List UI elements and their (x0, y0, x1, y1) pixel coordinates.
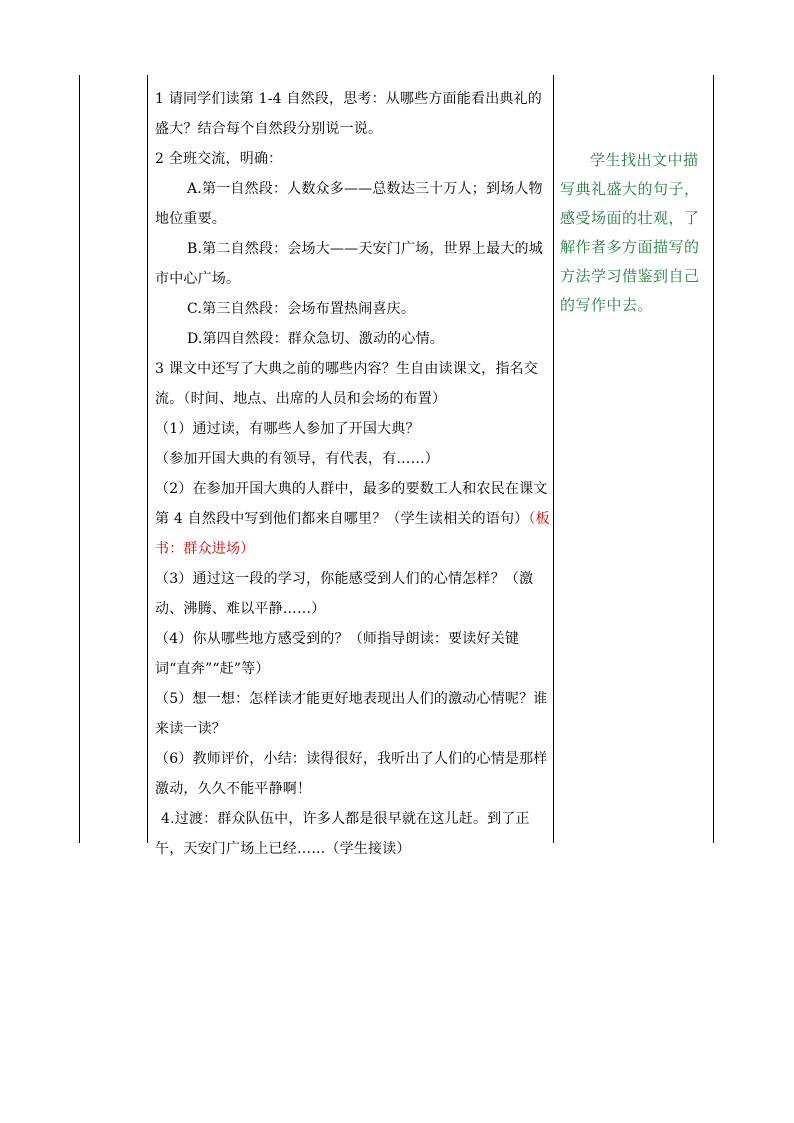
lesson-line-5: C.第三自然段：会场布置热闹喜庆。 (187, 301, 416, 317)
lesson-line-10 (155, 474, 550, 564)
lesson-line-15: （6）教师评价，小结：读得很好，我听出了人们的心情是那样激动，久久不能平静啊！ (155, 751, 548, 797)
table-border-middle (553, 75, 554, 843)
table-border-left-inner (147, 75, 148, 843)
table-border-right (713, 75, 714, 843)
table-border-left-outer (79, 75, 80, 843)
lesson-line-12: （3）通过这一段的学习，你能感受到人们的心情怎样？（激动、沸腾、难以平静……） (155, 571, 534, 617)
lesson-line-1: 1 请同学们读第 1-4 自然段，思考：从哪些方面能看出典礼的盛大？结合每个自然段分别说一说。 (155, 91, 543, 137)
lesson-line-7: 3 课文中还写了大典之前的哪些内容？生自由读课文，指名交流。（时间、地点、出席的人员和会场的布置） (155, 361, 538, 407)
lesson-line-8: （1）通过读，有哪些人参加了开国大典？ (155, 421, 420, 437)
lesson-line-6: D.第四自然段：群众急切、激动的心情。 (187, 331, 444, 347)
lesson-line-9: （参加开国大典的有领导，有代表，有……） (155, 451, 439, 467)
design-intent-note: 学生找出文中描写典礼盛大的句子，感受场面的壮观，了解作者多方面描写的方法学习借鉴到自己的写作中去。 (560, 151, 700, 314)
lesson-line-3: A.第一自然段：人数众多——总数达三十万人；到场人物地位重要。 (155, 181, 543, 227)
lesson-line-14: （5）想一想：怎样读才能更好地表现出人们的激动心情呢？谁来读一读？ (155, 691, 548, 737)
lesson-line-13: （4）你从哪些地方感受到的？（师指导朗读：要读好关键词“直奔”“赶”等） (155, 631, 520, 677)
lesson-line-2: 2 全班交流，明确： (155, 151, 283, 167)
lesson-content (155, 84, 550, 864)
lesson-line-10-text: （2）在参加开国大典的人群中，最多的要数工人和农民在课文第 4 自然段中写到他们都来自哪里？（学生读相关的语句） (155, 481, 548, 527)
lesson-line-4: B.第二自然段：会场大——天安门广场，世界上最大的城市中心广场。 (155, 241, 543, 287)
board-writing: （板书：群众进场） (155, 511, 550, 557)
lesson-line-16: 4.过渡：群众队伍中，许多人都是很早就在这儿赶。到了正午，天安门广场上已经……（学生接读） (155, 811, 530, 857)
